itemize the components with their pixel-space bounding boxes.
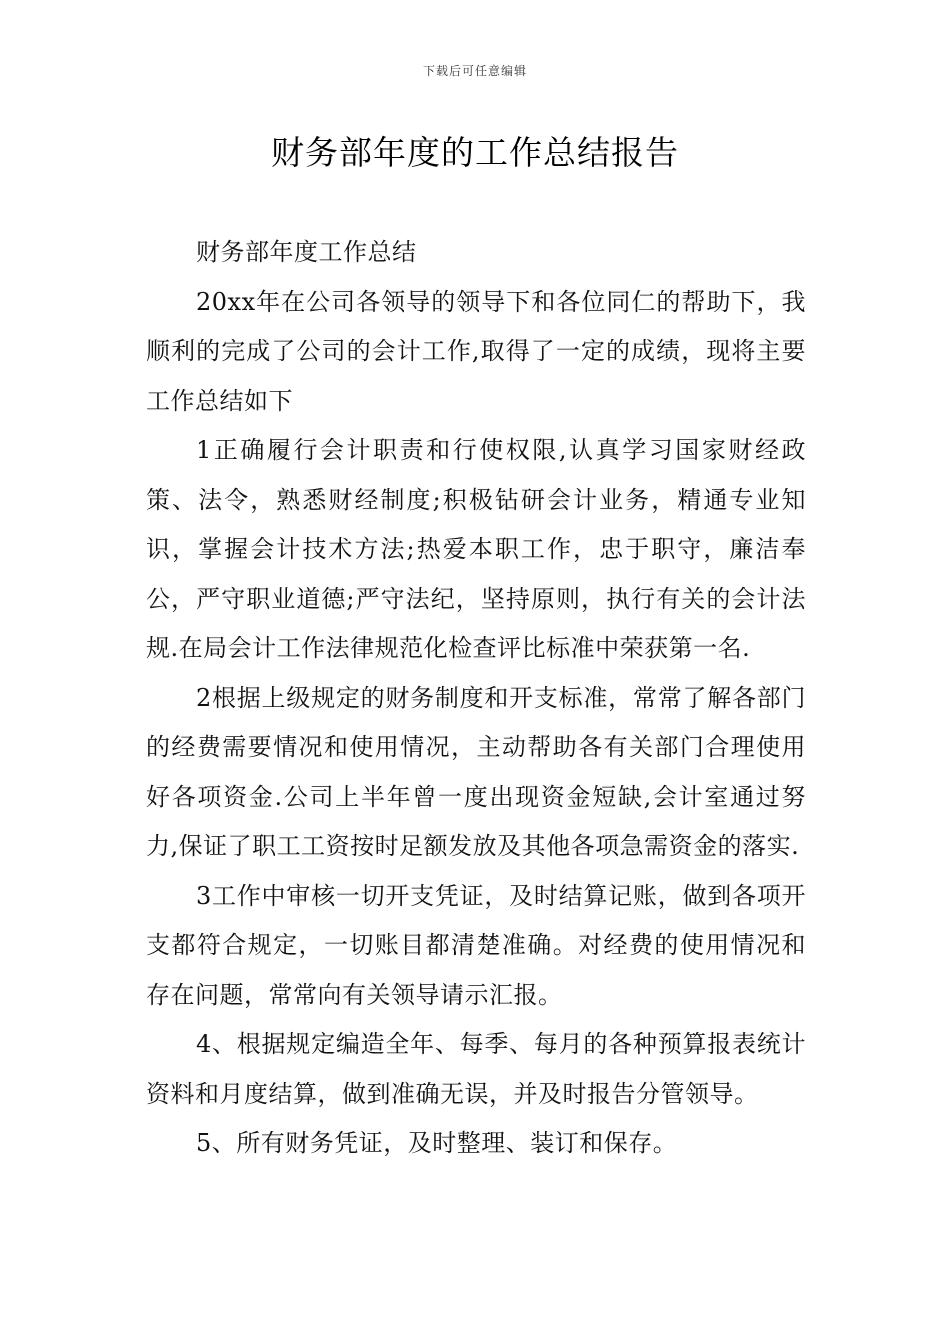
paragraph-item-2: 2根据上级规定的财务制度和开支标准，常常了解各部门的经费需要情况和使用情况，主动帮助各有关部门合理使用好各项资金.公司上半年曾一度出现资金短缺,会计室通过努力,保证了职工工资按时足额发放及其他各项急需资金的落实. bbox=[146, 683, 806, 860]
document-title: 财务部年度的工作总结报告 bbox=[271, 133, 679, 172]
paragraph-item-5: 5、所有财务凭证，及时整理、装订和保存。 bbox=[196, 1129, 678, 1157]
paragraph-item-3: 3工作中审核一切开支凭证，及时结算记账，做到各项开支都符合规定，一切账目都清楚准确。对经费的使用情况和存在问题，常常向有关领导请示汇报。 bbox=[146, 881, 806, 1009]
paragraph-intro: 20xx年在公司各领导的领导下和各位同仁的帮助下，我顺利的完成了公司的会计工作,取得了一定的成绩，现将主要工作总结如下 bbox=[146, 287, 806, 415]
paragraph-item-4: 4、根据规定编造全年、每季、每月的各种预算报表统计资料和月度结算，做到准确无误，并及时报告分管领导。 bbox=[146, 1030, 806, 1108]
paragraph-subtitle: 财务部年度工作总结 bbox=[196, 238, 417, 266]
paragraph-item-1: 1正确履行会计职责和行使权限,认真学习国家财经政策、法令，熟悉财经制度;积极钻研会计业务，精通专业知识，掌握会计技术方法;热爱本职工作，忠于职守，廉洁奉公，严守职业道德;严守法纪，坚持原则，执行有关的会计法规.在局会计工作法律规范化检查评比标准中荣获第一名. bbox=[146, 436, 806, 662]
header-note: 下载后可任意编辑 bbox=[422, 64, 527, 78]
document-body bbox=[146, 228, 806, 1169]
